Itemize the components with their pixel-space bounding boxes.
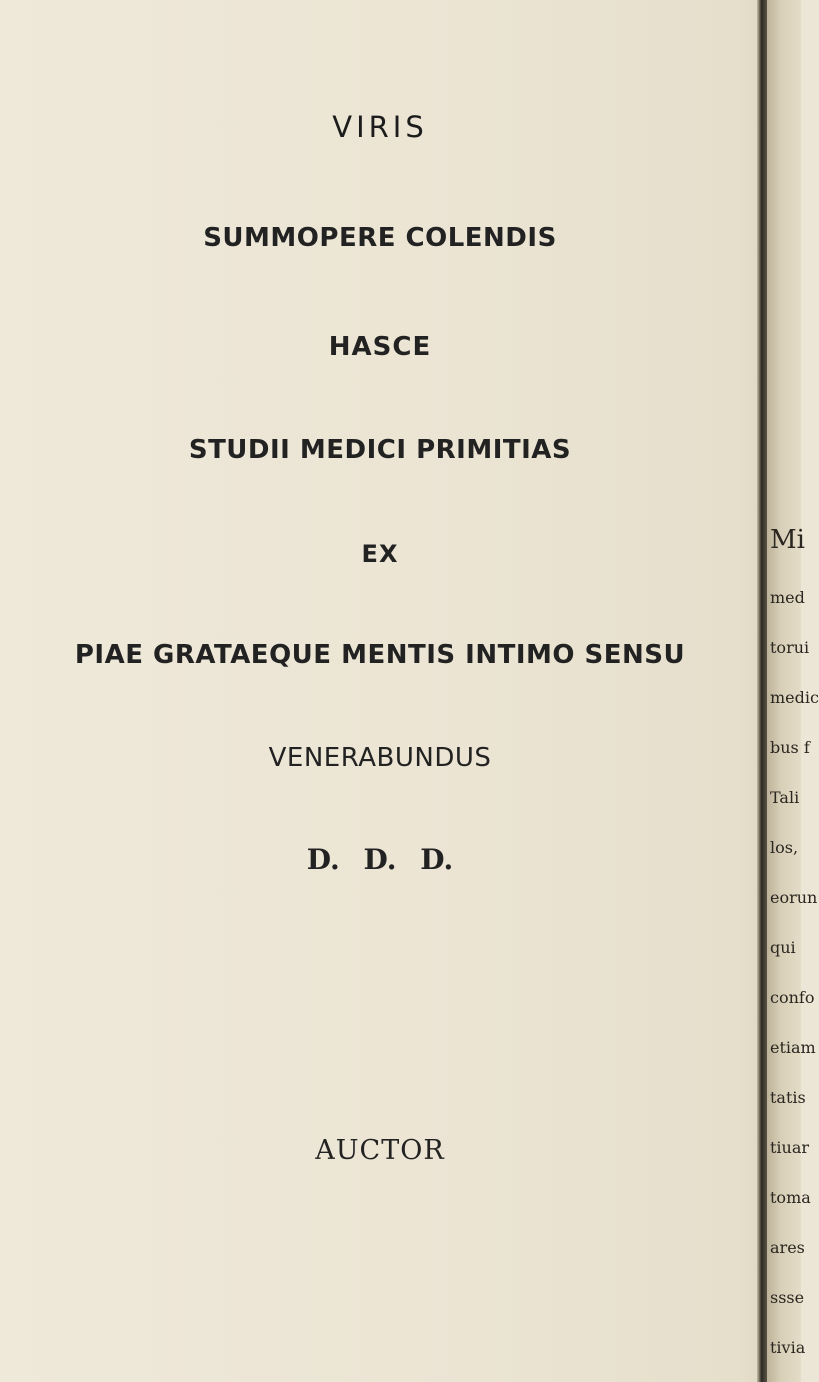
facing-fragment: Mi bbox=[770, 525, 805, 555]
dedication-line-studii: STUDII MEDICI PRIMITIAS bbox=[188, 435, 572, 465]
facing-fragment: bus f bbox=[770, 738, 810, 757]
facing-fragment: qui bbox=[770, 938, 796, 957]
facing-fragment: eorun bbox=[770, 888, 818, 907]
dedication-line-viris: VIRIS bbox=[332, 110, 428, 144]
facing-fragment: confo bbox=[770, 988, 815, 1007]
dedication-line-venerabundus: VENERABUNDUS bbox=[268, 743, 492, 773]
dedication-line-ex: EX bbox=[361, 540, 399, 568]
facing-fragment: toma bbox=[770, 1188, 811, 1207]
facing-fragment: medic bbox=[770, 688, 819, 707]
facing-fragment: tivia bbox=[770, 1338, 806, 1357]
facing-fragment: tiuar bbox=[770, 1138, 810, 1157]
dedication-line-summopere: SUMMOPERE COLENDIS bbox=[203, 223, 557, 253]
book-gutter bbox=[757, 0, 767, 1382]
facing-fragment: etiam bbox=[770, 1038, 816, 1057]
facing-fragment: los, bbox=[770, 838, 799, 857]
facing-fragment: ssse bbox=[770, 1288, 805, 1307]
dedication-line-ddd: D. D. D. bbox=[306, 843, 454, 876]
dedication-signature: AUCTOR bbox=[315, 1135, 445, 1166]
facing-page-strip bbox=[767, 0, 819, 1382]
facing-fragment: ares bbox=[770, 1238, 805, 1257]
dedication-line-hasce: HASCE bbox=[328, 332, 432, 362]
facing-fragment: tatis bbox=[770, 1088, 806, 1107]
facing-fragment: Tali bbox=[770, 788, 800, 807]
dedication-line-piae: PIAE GRATAEQUE MENTIS INTIMO SENSU bbox=[74, 640, 686, 670]
facing-fragment: med bbox=[770, 588, 805, 607]
facing-fragment: torui bbox=[770, 638, 810, 657]
